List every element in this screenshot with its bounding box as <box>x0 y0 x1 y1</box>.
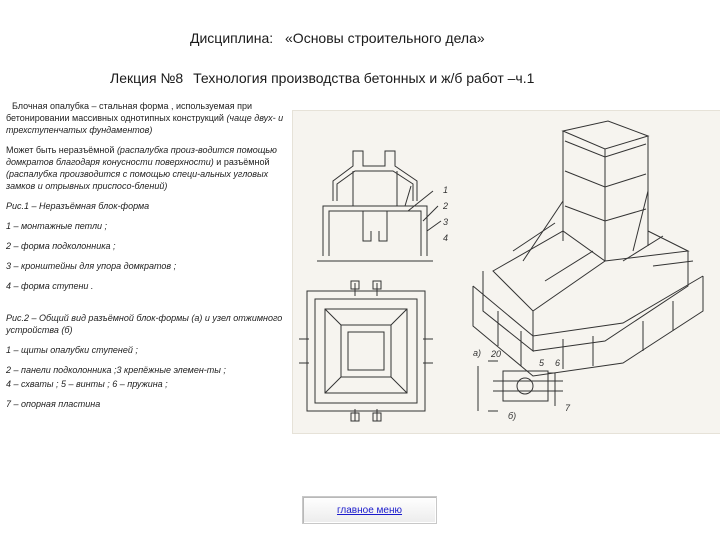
variant-text-1: Может быть неразъёмной <box>6 145 117 155</box>
callout-5: 5 <box>539 358 545 368</box>
lecture-notes <box>6 100 288 418</box>
formwork-drawing-svg <box>293 111 720 433</box>
variant-italic-1: (распалубка произ-водится помощью домкратов благодаря конусности поверхности) <box>6 145 277 167</box>
fig1-item-1: 1 – монтажные петли ; <box>6 221 108 231</box>
callout-b: б) <box>508 411 517 421</box>
main-menu-label[interactable]: главное меню <box>336 504 403 516</box>
fig2-item <box>6 364 288 376</box>
fig1-caption <box>6 200 288 212</box>
lecture-title: Технология производства бетонных и ж/б работ –ч.1 <box>193 70 535 86</box>
main-menu-button[interactable] <box>302 496 437 524</box>
callout-1: 1 <box>443 185 449 195</box>
fig1-item <box>6 280 288 292</box>
fig1-item-2: 2 – форма подколонника ; <box>6 241 116 251</box>
fig2-item-4: 7 – опорная пластина <box>6 399 101 409</box>
fig2-item <box>6 378 288 390</box>
discipline-value: «Основы строительного дела» <box>285 30 485 46</box>
variant-italic-2: (распалубка производится с помощью специ-альных угловых замков и отрывных приспосо-блений) <box>6 169 269 191</box>
fig2-title: Рис.2 – Общий вид разъёмной блок-формы (а) и узел отжимного устройства (б) <box>6 313 283 335</box>
lecture-label: Лекция №8 <box>110 70 184 86</box>
fig2-item <box>6 398 288 410</box>
plan-view <box>299 281 433 421</box>
fig2-item-1: 1 – щиты опалубки ступеней ; <box>6 345 138 355</box>
fig2-item <box>6 344 288 356</box>
intro-text: Блочная опалубка – стальная форма , используемая при бетонировании массивных однотипных конструкций <box>6 101 253 123</box>
fig2-item-2: 2 – панели подколонника ;3 крепёжные элемен-ты ; <box>6 365 226 375</box>
variant-paragraph <box>6 144 288 192</box>
fig2-item-3: 4 – схваты ; 5 – винты ; 6 – пружина ; <box>6 379 168 389</box>
callout-6: 6 <box>555 358 561 368</box>
clamp-detail <box>478 361 563 411</box>
callout-a: a) <box>473 348 482 358</box>
callout-7: 7 <box>565 403 571 413</box>
formwork-drawing <box>292 110 720 434</box>
fig1-item-3: 3 – кронштейны для упора домкратов ; <box>6 261 177 271</box>
fig1-item <box>6 220 288 232</box>
intro-paragraph <box>6 100 288 136</box>
callout-4: 4 <box>443 233 449 243</box>
fig1-title: Рис.1 – Неразъёмная блок-форма <box>6 201 150 211</box>
fig1-item-4: 4 – форма ступени . <box>6 281 94 291</box>
isometric-view <box>473 121 703 376</box>
intro-italic: (чаще двух- и трехступенчатых фундаментов) <box>6 113 284 135</box>
discipline-label: Дисциплина: <box>190 30 274 46</box>
discipline-header <box>190 30 485 46</box>
callout-20: 20 <box>491 349 502 359</box>
fig2-caption <box>6 312 288 336</box>
lecture-header <box>110 70 534 86</box>
callout-2: 2 <box>443 201 449 211</box>
variant-text-2: и разъёмной <box>213 157 270 167</box>
callout-3: 3 <box>443 217 449 227</box>
fig1-item <box>6 240 288 252</box>
fig1-item <box>6 260 288 272</box>
elevation-section <box>317 151 441 261</box>
